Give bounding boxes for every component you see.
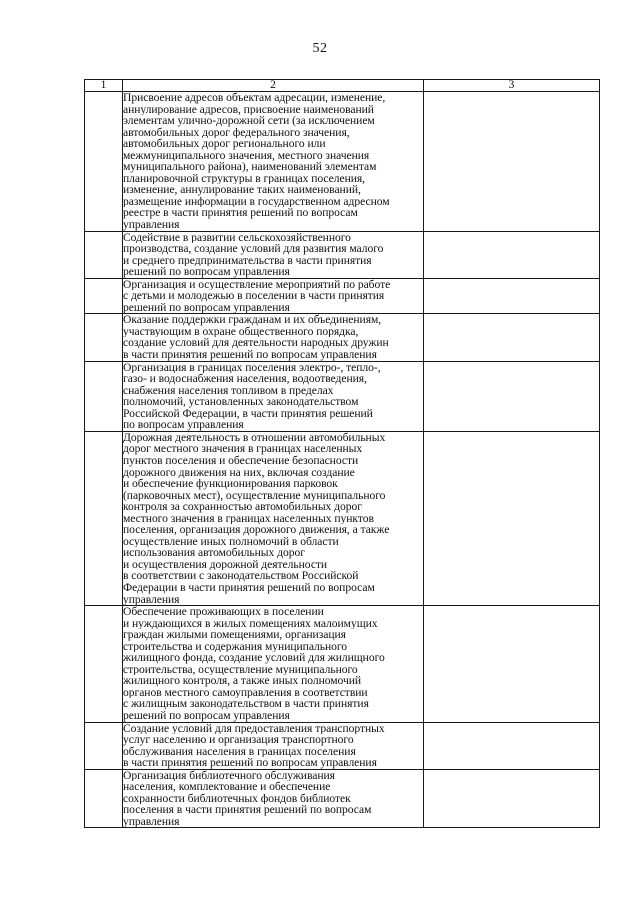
description-line: муниципального района), наименований элементам <box>123 161 377 173</box>
description-line: автомобильных дорог федерального значения, <box>123 126 350 139</box>
power-description-cell <box>123 769 424 828</box>
description-line: элементам улично-дорожной сети (за исключением <box>123 115 375 127</box>
description-line: Организация и осуществление мероприятий по работе <box>123 278 391 291</box>
description-line: поселения, организация дорожного движения, а также <box>123 524 390 536</box>
description-line: Содействие в развитии сельскохозяйственного <box>123 231 351 244</box>
description-line: граждан жилыми помещениями, организация <box>123 629 346 641</box>
description-line: поселения в части принятия решений по вопросам <box>123 804 372 816</box>
power-description-cell <box>123 231 424 278</box>
powers-table <box>84 79 600 828</box>
description-line: жилищного фонда, создание условий для жилищного <box>123 652 385 664</box>
page-number: 52 <box>312 41 328 56</box>
description-line: управления <box>123 219 180 231</box>
description-line: полномочий, установленных законодательством <box>123 396 359 408</box>
power-description-cell <box>123 314 424 361</box>
description-line: (парковочных мест), осуществление муниципального <box>123 489 386 502</box>
description-line: планировочной структуры в границах поселения, <box>123 172 366 185</box>
description-line: и нуждающихся в жилых помещениях малоимущих <box>123 617 378 630</box>
power-description-cell <box>123 92 424 232</box>
description-line: Обеспечение проживающих в поселении <box>123 606 324 618</box>
table-row <box>85 278 600 314</box>
row-number-cell <box>85 431 123 605</box>
description-line: услуг населению и организация транспортного <box>123 734 354 746</box>
description-line: в соответствии с законодательством Российской <box>123 570 359 582</box>
description-line: с жилищным законодательством в части принятия <box>123 698 369 710</box>
table-row <box>85 361 600 431</box>
row-number-cell <box>85 231 123 278</box>
power-description-cell <box>123 722 424 769</box>
column-header-2: 2 <box>123 80 424 92</box>
row-number-cell <box>85 278 123 314</box>
row-number-cell <box>85 722 123 769</box>
description-line: строительства и содержания муниципального <box>123 640 348 653</box>
description-line: изменение, аннулирование таких наименований, <box>123 184 361 196</box>
description-line: пунктов поселения и обеспечение безопасности <box>123 454 359 467</box>
row-number-cell <box>85 769 123 828</box>
power-description-cell <box>123 361 424 431</box>
description-line: Российской Федерации, в части принятия решений <box>123 407 373 420</box>
description-line: Присвоение адресов объектам адресации, изменение, <box>123 92 386 104</box>
description-line: строительства, осуществление муниципального <box>123 663 358 676</box>
description-line: в части принятия решений по вопросам управления <box>123 349 377 361</box>
description-line: Федерации в части принятия решений по вопросам <box>123 581 375 594</box>
empty-cell <box>424 314 600 361</box>
description-line: управления <box>123 593 180 606</box>
description-line: дорог местного значения в границах населенных <box>123 443 363 455</box>
description-line: создание условий для деятельности народных дружин <box>123 337 389 350</box>
description-line: использования автомобильных дорог <box>123 547 305 559</box>
empty-cell <box>424 92 600 232</box>
table-row <box>85 722 600 769</box>
description-line: участвующим в охране общественного порядка, <box>123 325 359 338</box>
description-line: и среднего предпринимательства в части принятия <box>123 254 372 267</box>
row-number-cell <box>85 314 123 361</box>
description-line: Создание условий для предоставления транспортных <box>123 722 385 735</box>
description-line: автомобильных дорог регионального или <box>123 138 326 150</box>
description-line: управления <box>123 815 180 828</box>
description-line: решений по вопросам управления <box>123 301 290 314</box>
table-header-row <box>85 80 600 92</box>
row-number-cell <box>85 606 123 722</box>
row-number-cell <box>85 361 123 431</box>
description-line: Организация в границах поселения электро-, тепло-, <box>123 361 381 374</box>
description-line: решений по вопросам управления <box>123 266 290 278</box>
table-row <box>85 606 600 722</box>
description-line: газо- и водоснабжения населения, водоотведения, <box>123 373 367 385</box>
description-line: в части принятия решений по вопросам управления <box>123 757 377 769</box>
description-line: межмуниципального значения, местного значения <box>123 149 370 162</box>
column-header-3: 3 <box>424 80 600 92</box>
empty-cell <box>424 278 600 314</box>
description-line: и обеспечение функционирования парковок <box>123 478 338 490</box>
description-line: снабжения населения топливом в пределах <box>123 384 334 397</box>
description-line: аннулирование адресов, присвоение наименований <box>123 103 374 116</box>
power-description-cell <box>123 606 424 722</box>
description-line: осуществление иных полномочий в области <box>123 535 339 548</box>
description-line: обслуживания населения в границах поселения <box>123 745 356 758</box>
empty-cell <box>424 231 600 278</box>
description-line: размещение информации в государственном адресном <box>123 195 390 208</box>
table-row <box>85 769 600 828</box>
empty-cell <box>424 361 600 431</box>
table-row <box>85 314 600 361</box>
description-line: органов местного самоуправления в соответствии <box>123 686 368 699</box>
power-description-cell <box>123 431 424 605</box>
table-row <box>85 431 600 605</box>
empty-cell <box>424 769 600 828</box>
empty-cell <box>424 606 600 722</box>
description-line: населения, комплектование и обеспечение <box>123 781 331 793</box>
description-line: реестре в части принятия решений по вопросам <box>123 207 358 220</box>
description-line: Дорожная деятельность в отношении автомобильных <box>123 431 386 444</box>
row-number-cell <box>85 92 123 232</box>
description-line: по вопросам управления <box>123 419 244 431</box>
table-row <box>85 231 600 278</box>
empty-cell <box>424 722 600 769</box>
description-line: Организация библиотечного обслуживания <box>123 769 335 782</box>
description-line: жилищного контроля, а также иных полномочий <box>123 675 362 687</box>
column-header-1: 1 <box>85 80 123 92</box>
description-line: с детьми и молодежью в поселении в части принятия <box>123 290 385 302</box>
description-line: дорожного движения на них, включая создание <box>123 466 355 479</box>
description-line: и осуществления дорожной деятельности <box>123 558 328 571</box>
empty-cell <box>424 431 600 605</box>
table-row <box>85 92 600 232</box>
description-line: сохранности библиотечных фондов библиотек <box>123 792 351 805</box>
table-body <box>85 92 600 828</box>
description-line: местного значения в границах населенных пунктов <box>123 512 374 525</box>
description-line: контроля за сохранностью автомобильных дорог <box>123 501 362 513</box>
power-description-cell <box>123 278 424 314</box>
description-line: производства, создание условий для развития малого <box>123 243 384 255</box>
description-line: Оказание поддержки гражданам и их объединениям, <box>123 314 382 326</box>
description-line: решений по вопросам управления <box>123 709 290 722</box>
